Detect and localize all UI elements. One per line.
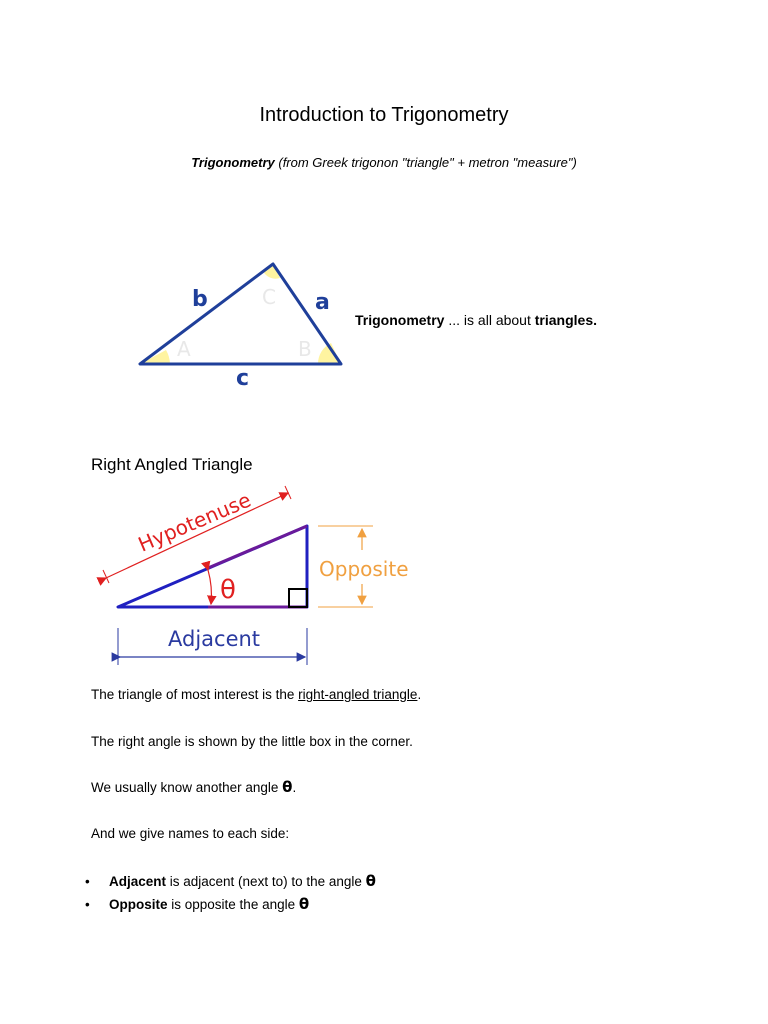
paragraph-4: And we give names to each side: [91,826,290,841]
hypotenuse-highlight [208,526,307,568]
theta-arc [208,570,211,604]
caption-mid: ... is all about [444,312,535,328]
right-angled-triangle-link[interactable]: right-angled triangle [298,687,418,702]
list-item [85,895,309,913]
section-title: Right Angled Triangle [91,455,253,474]
subtitle-etymology: (from Greek trigonon "triangle" + metron "measure") [274,155,577,170]
caption-term: Trigonometry [355,312,445,328]
angle-A-label: A [177,337,191,361]
p3-text: We usually know another angle [91,780,283,795]
p3-end: . [292,780,297,795]
theta-symbol: θ [298,895,310,913]
page-title: Introduction to Trigonometry [259,104,509,126]
hypotenuse-label: Hypotenuse [134,487,255,557]
bullet-dot: • [85,874,90,889]
side-b-label: b [192,287,208,312]
triangle-caption [355,312,597,328]
opposite-label: Opposite [319,557,409,581]
theta-symbol: θ [365,872,376,890]
angle-C-label: C [262,285,276,309]
theta-label: θ [220,575,236,605]
theta-symbol: θ [282,778,293,796]
bullet-text: is adjacent (next to) to the angle [166,874,366,889]
subtitle-term: Trigonometry [191,155,275,170]
side-c-label: c [236,366,250,390]
p1-text: The triangle of most interest is the [91,687,299,702]
angle-B-label: B [298,337,312,361]
subtitle [0,155,768,170]
adjacent-label: Adjacent [168,627,261,651]
list-item [85,872,376,890]
right-angle-box [289,589,307,607]
bullet-term: Opposite [109,897,168,912]
p1-end: . [417,687,422,702]
side-a-label: a [315,290,330,315]
paragraph-3 [91,778,296,796]
bullet-term: Adjacent [109,874,167,889]
bullet-dot: • [85,897,90,912]
paragraph-1 [91,687,421,702]
hypotenuse-dimension-line [106,493,288,578]
paragraph-2: The right angle is shown by the little box in the corner. [91,734,413,749]
general-triangle-diagram [120,240,350,390]
hypotenuse-tick-right [285,486,291,499]
right-triangle-diagram [90,480,420,680]
caption-end: triangles. [534,312,597,328]
bullet-text: is opposite the angle [167,897,299,912]
